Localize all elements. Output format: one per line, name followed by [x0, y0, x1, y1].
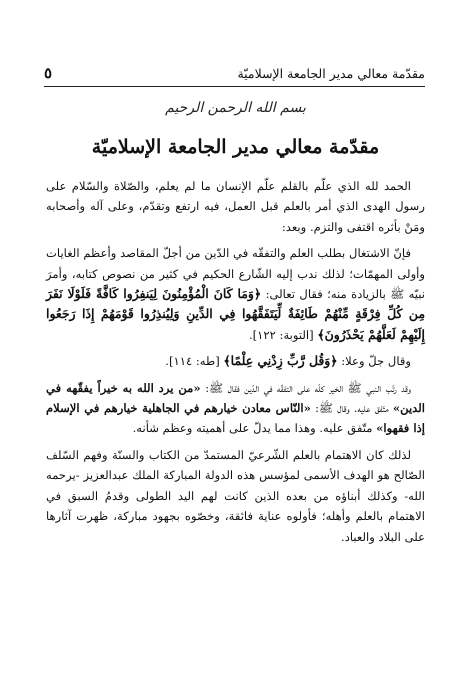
hadith-quote: «النّاس معادن خيارهم في الجاهلية خيارهم في الإسلام إذا فقهوا» — [46, 401, 425, 436]
page-header — [44, 62, 425, 84]
paragraph-text: وقد رتّب النبي ﷺ الخير كلّه على التفقّه في الدّين فقال ﷺ: — [205, 380, 411, 395]
paragraph-opening: الحمد لله الذي علّم بالقلم علّم الإنسان ما لم يعلم، والصّلاة والسّلام على رسول الهدى الذي أمر بالعلم قبل العمل، فيه ارتفع وتقدّم، وعلى آله وأصحابه ومَنْ بأثره اقتفى والتزم. وبعد: — [46, 179, 425, 234]
page-title: مقدّمة معالي مدير الجامعة الإسلاميّة — [91, 136, 380, 158]
body-text — [46, 176, 425, 553]
paragraph-taha — [46, 351, 425, 371]
paragraph-text: متّفق عليه. وقال ﷺ: — [315, 401, 389, 416]
page-number: ٥ — [44, 64, 53, 82]
paragraph-text: وقال جلّ وعلا: — [341, 354, 411, 369]
verse-reference: [طه: ١١٤]. — [165, 354, 220, 369]
paragraph-closing: لذلك كان الاهتمام بالعلم الشّرعيّ المستمدّ من الكتاب والسنّة وفهم السّلف الصّالح هو الهدف الأسمى لمؤسس هذه الدولة المباركة الملك عبدالعزيز -يرحمه الله- وكذلك أبناؤه من بعده الذين كانت لهم اليد الطولى وقدمُ السبق في الاهتمام بالعلم وأهله؛ فأولوه عناية فائقة، وخصّوه بجهود مباركة، ظهرت آثارها على البلاد والعباد. — [46, 447, 425, 544]
running-title: مقدّمة معالي مدير الجامعة الإسلاميّة — [237, 65, 425, 81]
hadith-quote: «من يرد الله به خيراً يفقّهه في الدين» — [46, 380, 426, 416]
quran-verse: ﴿وَمَا كَانَ الْمُؤْمِنُونَ لِيَنفِرُوا كَافَّةً فَلَوْلَا نَفَرَ مِن كُلِّ فِرْقَةٍ مِّنْهُمْ طَائِفَةٌ لِّيَتَفَقَّهُوا فِي الدِّينِ وَلِيُنذِرُوا قَوْمَهُمْ إِذَا رَجَعُوا إِلَيْهِمْ لَعَلَّهُمْ يَحْذَرُونَ﴾ — [46, 286, 425, 342]
basmala: بسم الله الرحمن الرحيم — [165, 100, 306, 116]
header-rule — [44, 86, 425, 87]
paragraph-hadith — [46, 378, 425, 439]
quran-verse: ﴿وَقُل رَّبِّ زِدْنِي عِلْمًا﴾ — [223, 353, 338, 369]
verse-reference: [التوبة: ١٢٢]. — [248, 327, 314, 342]
paragraph-text: متّفق عليه. وهذا مما يدلّ على أهميته وعظم شأنه. — [132, 421, 373, 436]
paragraph-knowledge — [46, 243, 425, 345]
paragraph-text: فإنّ الاشتغال بطلب العلم والتفقّه في الدّين من أجلّ المقاصد وأعظم الغايات وأولى المهمّات؛ لذلك ندب إليه الشّارع الحكيم في كثير من نصوص كتابه، وأمرَ نبيّه ﷺ بالزيادة منه؛ فقال تعالى: — [46, 246, 426, 302]
